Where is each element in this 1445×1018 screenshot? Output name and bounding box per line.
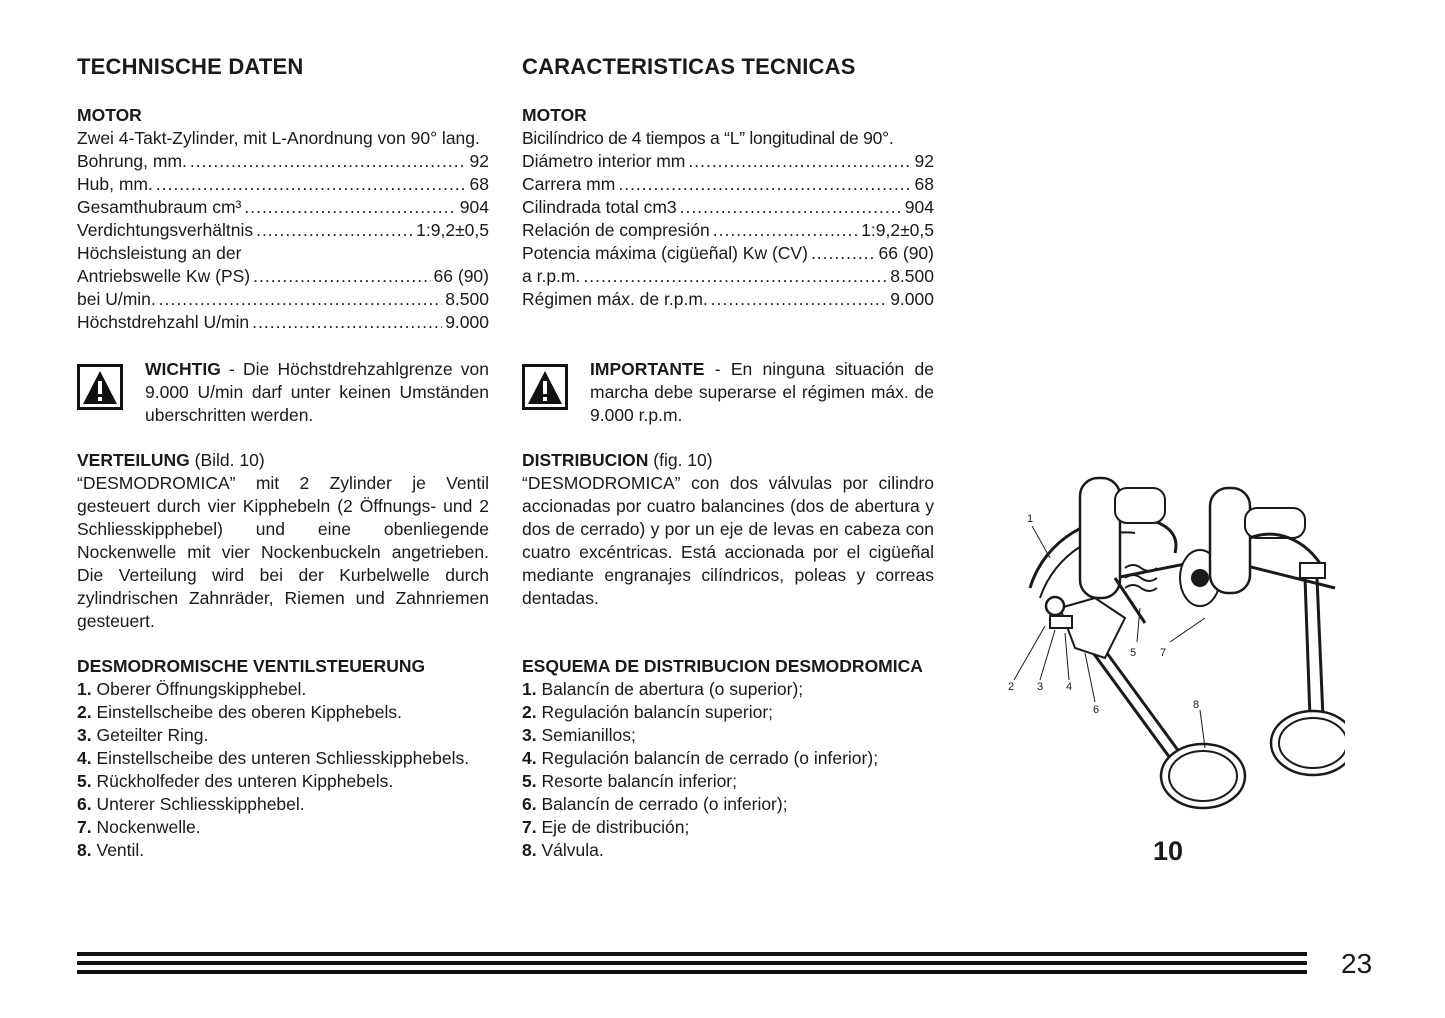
warning-triangle-icon [522,364,568,410]
distribution-text-spanish: “DESMODROMICA” con dos válvulas por cilindro accionadas por cuatro balancines (dos de abertura y dos de cerrado) y por un eje de levas en cabeza con cuatro excéntricas. Está accionada por el cigüeñal mediante engranajes cilíndricos, poleas y correas dentadas. [522,473,934,608]
callout-6: 6 [1093,704,1100,716]
column-german [77,52,489,862]
spec-row: Verdichtungsverhältnis ..... 1:9,2±0,5 [77,219,489,242]
motor-heading-german: MOTOR [77,105,142,125]
desmodromic-valve-diagram [1005,458,1345,818]
spec-row: Relación de compresión ..... 1:9,2±0,5 [522,219,934,242]
column-spanish [522,52,934,862]
list-item: 6. Balancín de cerrado (o inferior); [522,794,788,814]
distribution-heading-german: VERTEILUNG [77,450,190,470]
list-item: 8. Ventil. [77,840,145,860]
list-item: 7. Eje de distribución; [522,817,690,837]
motor-heading-spanish: MOTOR [522,105,587,125]
spec-row: Gesamthubraum cm³ ..... 904 [77,196,489,219]
list-item: 4. Einstellscheibe des unteren Schliesskipphebels. [77,748,470,768]
spec-row: Cilindrada total cm3 ..... 904 [522,196,934,219]
warning-box-spanish [522,358,934,427]
desmo-heading-german: DESMODROMISCHE VENTILSTEUERUNG [77,656,426,676]
figure-number: 10 [1153,836,1184,866]
power-label-german: Höchsleistung an der [77,243,242,263]
list-item: 5. Resorte balancín inferior; [522,771,738,791]
list-item: 6. Unterer Schliesskipphebel. [77,794,305,814]
callout-5: 5 [1130,647,1137,659]
footer-rule [77,952,1307,974]
callout-4: 4 [1066,681,1073,693]
spec-row: a r.p.m. ..... 8.500 [522,265,934,288]
list-item: 3. Geteilter Ring. [77,725,209,745]
list-item: 2. Regulación balancín superior; [522,702,774,722]
list-item: 3. Semianillos; [522,725,636,745]
list-item: 8. Válvula. [522,840,604,860]
list-item: 1. Balancín de abertura (o superior); [522,679,804,699]
list-item: 2. Einstellscheibe des oberen Kipphebels. [77,702,402,722]
warning-box-german [77,358,489,427]
spec-row: Régimen máx. de r.p.m. ..... 9.000 [522,288,934,311]
callout-2: 2 [1008,681,1015,693]
page-title-german: TECHNISCHE DATEN [77,54,304,79]
spec-row: Antriebswelle Kw (PS) ..... 66 (90) [77,265,489,288]
spec-row: Höchstdrehzahl U/min ..... 9.000 [77,311,489,334]
list-item: 5. Rückholfeder des unteren Kipphebels. [77,771,394,791]
spec-row: Diámetro interior mm ..... 92 [522,150,934,173]
distribution-text-german: “DESMODROMICA” mit 2 Zylinder je Ventil gesteuert durch vier Kipphebeln (2 Öffnungs- und 2 Schliesskipphebel) und eine obenliegende Nockenwelle mit vier Nockenbuckeln angetrieben. Die Verteilung wird bei der Kurbelwelle durch zylindrischen Zahnräder, Riemen und Zahnriemen gesteuert. [77,473,489,631]
spec-row: bei U/min. ..... 8.500 [77,288,489,311]
warning-text-german: WICHTIG - Die Höchstdrehzahlgrenze von 9.000 U/min darf unter keinen Umständen uberschritten werden. [145,359,489,425]
distribution-heading-spanish: DISTRIBUCION [522,450,649,470]
page-number: 23 [1341,948,1373,979]
callout-3: 3 [1037,681,1044,693]
warning-text-spanish: IMPORTANTE - En ninguna situación de marcha debe superarse el régimen máx. de 9.000 r.p.m. [590,359,934,425]
spec-row: Carrera mm ..... 68 [522,173,934,196]
motor-intro-spanish: Bicilíndrico de 4 tiempos a “L” longitudinal de 90°. [522,128,894,148]
distribution-ref-spanish: (fig. 10) [648,450,713,470]
list-item: 4. Regulación balancín de cerrado (o inferior); [522,748,879,768]
callout-7: 7 [1160,647,1167,659]
motor-intro-german: Zwei 4-Takt-Zylinder, mit L-Anordnung von 90° lang. [77,128,480,148]
distribution-ref-german: (Bild. 10) [189,450,265,470]
spec-row: Hub, mm. ..... 68 [77,173,489,196]
list-item: 7. Nockenwelle. [77,817,201,837]
spec-row: Bohrung, mm. ..... 92 [77,150,489,173]
list-item: 1. Oberer Öffnungskipphebel. [77,679,307,699]
callout-8: 8 [1193,699,1200,711]
warning-triangle-icon [77,364,123,410]
callout-1: 1 [1027,513,1034,525]
page-title-spanish: CARACTERISTICAS TECNICAS [522,54,856,79]
spec-row: Potencia máxima (cigüeñal) Kw (CV) ..... 66 (90) [522,242,934,265]
desmo-heading-spanish: ESQUEMA DE DISTRIBUCION DESMODROMICA [522,656,923,676]
